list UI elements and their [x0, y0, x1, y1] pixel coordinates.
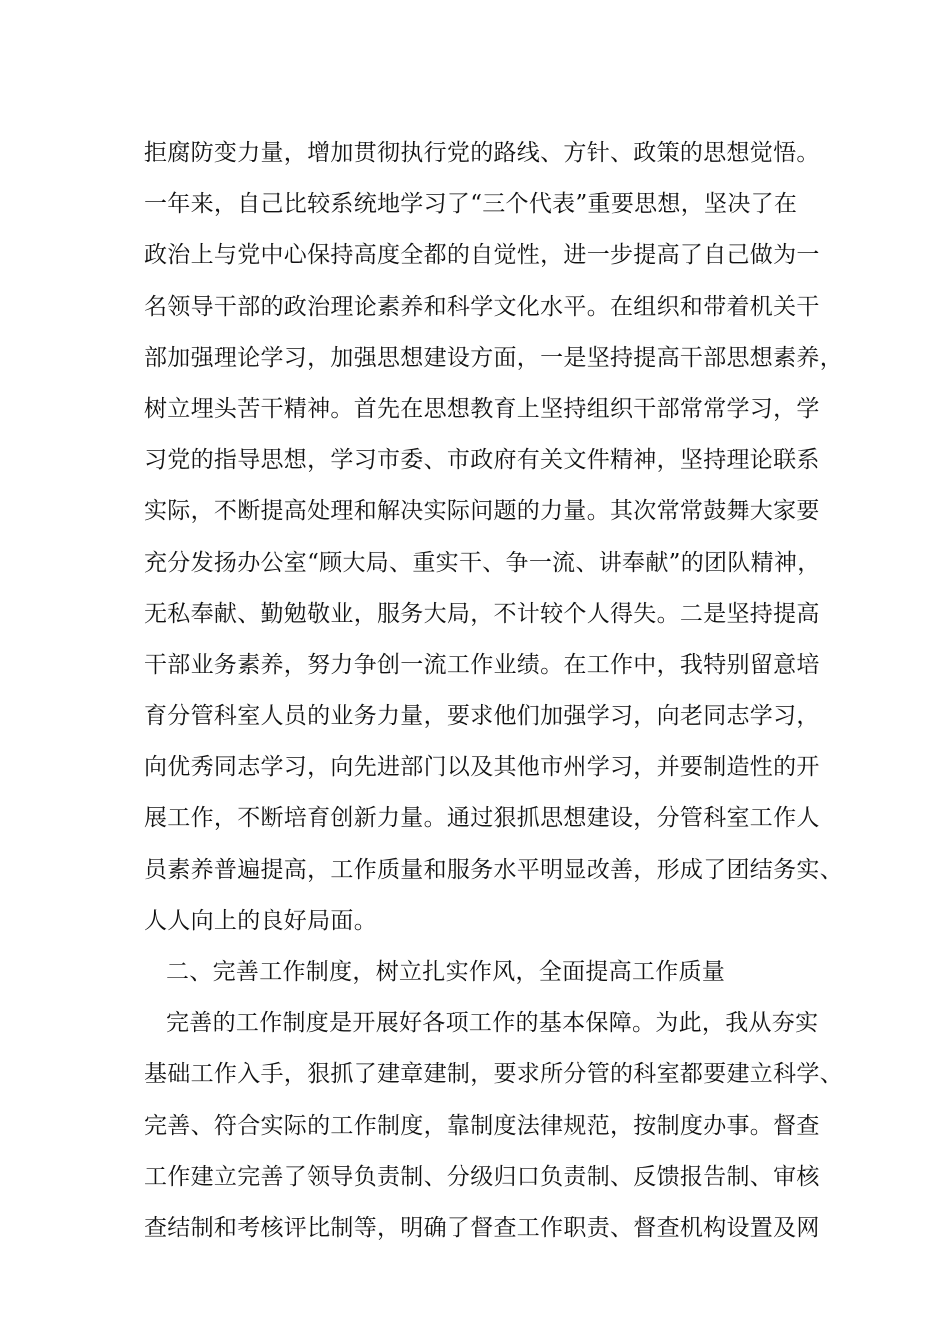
text-line: 查结制和考核评比制等，明确了督查工作职责、督查机构设置及网 [144, 1214, 820, 1241]
text-line: 一年来，自己比较系统地学习了“三个代表”重要思想，坚决了在 [144, 191, 798, 218]
text-line: 习党的指导思想，学习市委、市政府有关文件精神，坚持理论联系 [144, 447, 820, 474]
text-line: 树立埋头苦干精神。首先在思想教育上坚持组织干部常常学习，学 [144, 395, 820, 422]
section-heading: 二、完善工作制度，树立扎实作风，全面提高工作质量 [166, 959, 726, 985]
text-line: 向优秀同志学习，向先进部门以及其他市州学习，并要制造性的开 [144, 754, 820, 781]
text-line: 基础工作入手，狠抓了建章建制，要求所分管的科室都要建立科学、 [144, 1061, 843, 1088]
text-line: 部加强理论学习，加强思想建设方面，一是坚持提高干部思想素养， [144, 344, 843, 371]
body-text [144, 128, 843, 1254]
text-line: 育分管科室人员的业务力量，要求他们加强学习，向老同志学习， [144, 703, 820, 730]
text-line: 人人向上的良好局面。 [144, 907, 377, 934]
text-line: 充分发扬办公室“顾大局、重实干、争一流、讲奉献”的团队精神， [144, 549, 821, 576]
text-line: 干部业务素养，努力争创一流工作业绩。在工作中，我特别留意培 [144, 651, 820, 678]
text-line: 完善的工作制度是开展好各项工作的基本保障。为此，我从夯实 [166, 1010, 819, 1037]
text-line: 拒腐防变力量，增加贯彻执行党的路线、方针、政策的思想觉悟。 [144, 140, 820, 166]
text-line: 工作建立完善了领导负责制、分级归口负责制、反馈报告制、审核 [144, 1163, 820, 1190]
text-line: 展工作，不断培育创新力量。通过狠抓思想建设，分管科室工作人 [144, 805, 820, 832]
text-line: 员素养普遍提高，工作质量和服务水平明显改善，形成了团结务实、 [144, 856, 843, 883]
text-line: 实际，不断提高处理和解决实际问题的力量。其次常常鼓舞大家要 [144, 498, 820, 525]
text-line: 无私奉献、勤勉敬业，服务大局，不计较个人得失。二是坚持提高 [144, 600, 820, 627]
text-line: 名领导干部的政治理论素养和科学文化水平。在组织和带着机关干 [144, 293, 820, 320]
text-line: 政治上与党中心保持高度全都的自觉性，进一步提高了自己做为一 [144, 242, 820, 269]
text-line: 完善、符合实际的工作制度，靠制度法律规范，按制度办事。督查 [144, 1112, 820, 1139]
